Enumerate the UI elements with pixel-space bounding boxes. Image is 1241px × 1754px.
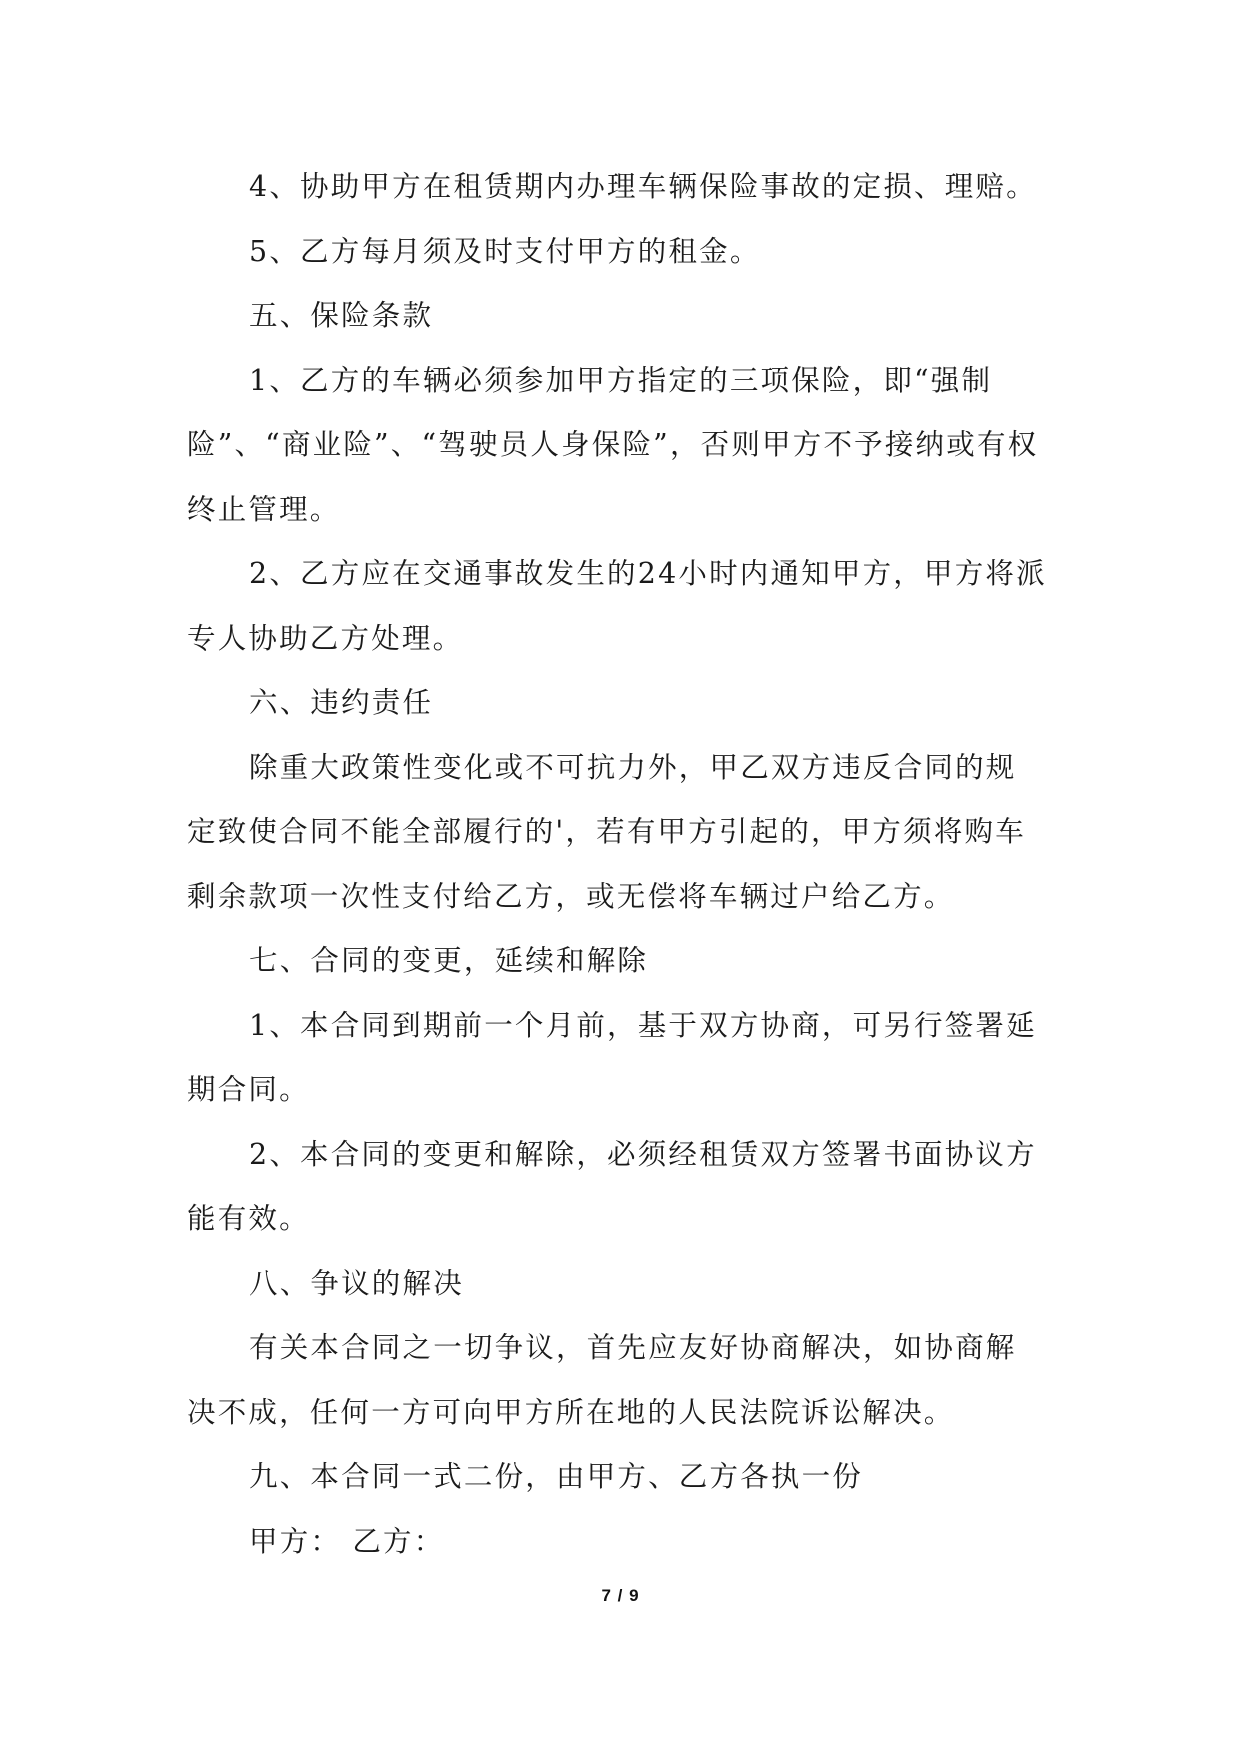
paragraph-insurance-clause-1: 1、乙方的车辆必须参加甲方指定的三项保险，即“强制险”、“商业险”、“驾驶员人身保险”，否则甲方不予接纳或有权终止管理。: [187, 363, 1039, 526]
paragraph-breach-liability: 除重大政策性变化或不可抗力外，甲乙双方违反合同的规定致使合同不能全部履行的'，若有甲方引起的，甲方须将购车剩余款项一次性支付给乙方，或无偿将车辆过户给乙方。: [187, 750, 1026, 913]
section-heading-insurance-terms: 五、保险条款: [249, 299, 434, 332]
document-body: [187, 155, 1047, 1574]
section-heading-contract-changes: 七、合同的变更，延续和解除: [249, 944, 649, 977]
section-heading-dispute-resolution: 八、争议的解决: [249, 1266, 464, 1300]
signature-line-parties: 甲方： 乙方：: [249, 1524, 445, 1558]
paragraph-clause-5-rent-payment: 5、乙方每月须及时支付甲方的租金。: [249, 234, 761, 268]
paragraph-insurance-clause-2: 2、乙方应在交通事故发生的24小时内通知甲方，甲方将派专人协助乙方处理。: [187, 557, 1047, 655]
paragraph-dispute-resolution: 有关本合同之一切争议，首先应友好协商解决，如协商解决不成，任何一方可向甲方所在地的人民法院诉讼解决。: [187, 1331, 1017, 1429]
paragraph-clause-4-insurance-claims: 4、协助甲方在租赁期内办理车辆保险事故的定损、理赔。: [249, 170, 1037, 203]
paragraph-copies-clause: 九、本合同一式二份，由甲方、乙方各执一份: [249, 1460, 864, 1493]
page-number: 7 / 9: [601, 1586, 640, 1605]
section-heading-breach-liability: 六、违约责任: [249, 686, 434, 719]
paragraph-changes-clause-1: 1、本合同到期前一个月前，基于双方协商，可另行签署延期合同。: [187, 1008, 1037, 1106]
paragraph-changes-clause-2: 2、本合同的变更和解除，必须经租赁双方签署书面协议方能有效。: [187, 1137, 1037, 1235]
